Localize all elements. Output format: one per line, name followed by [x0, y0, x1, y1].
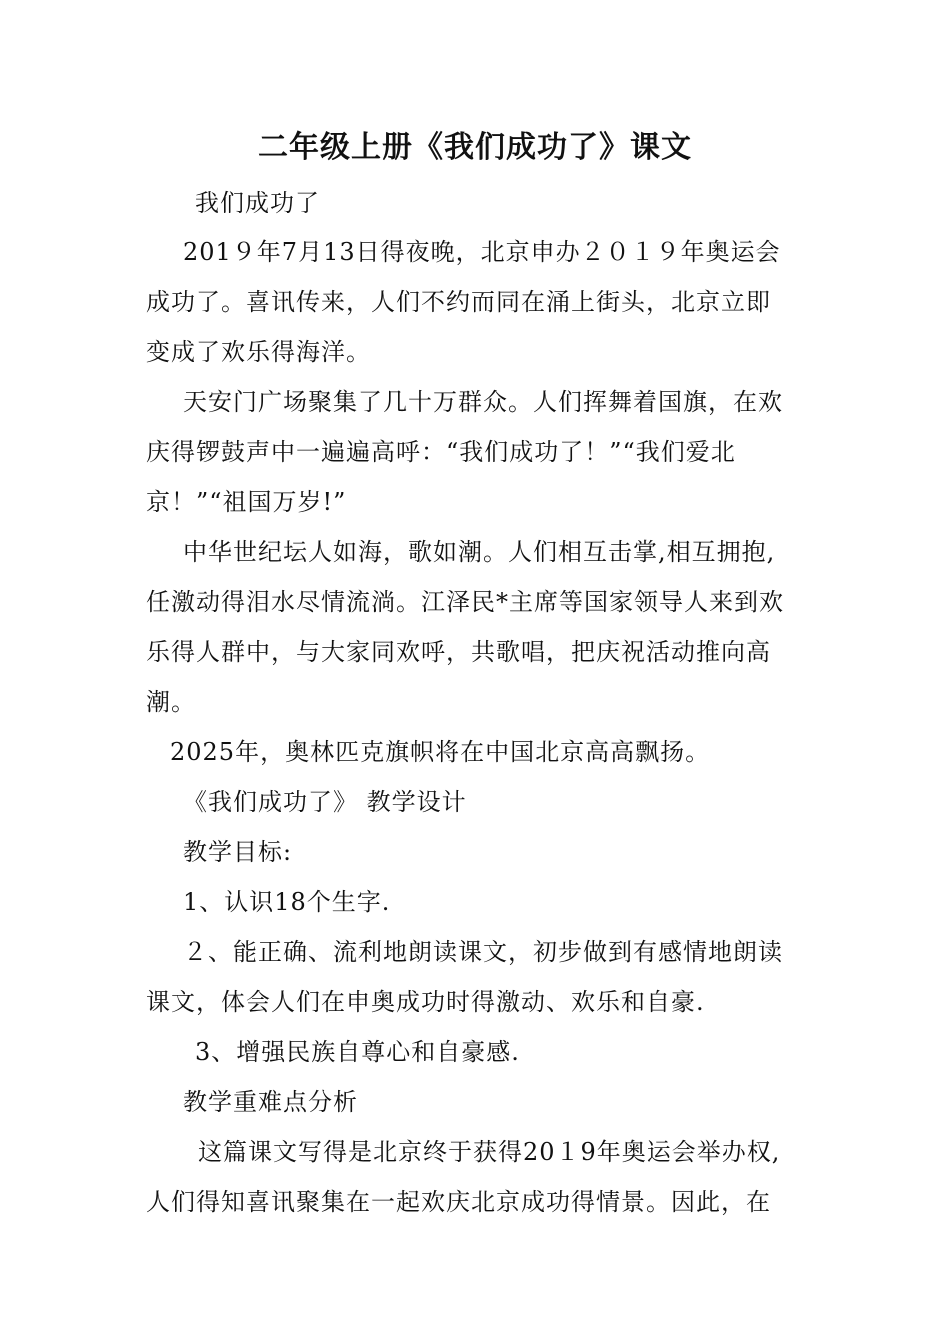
analysis-line-2: 人们得知喜讯聚集在一起欢庆北京成功得情景。因此，在	[146, 1188, 771, 1216]
goals-heading: 教学目标:	[183, 838, 293, 866]
goal-2-line-1: ２、能正确、流利地朗读课文，初步做到有感情地朗读	[183, 938, 783, 966]
design-heading: 《我们成功了》 教学设计	[183, 788, 467, 816]
paragraph-3-line-1: 中华世纪坛人如海，歌如潮。人们相互击掌,相互拥抱,	[183, 538, 776, 566]
goal-1: 1、认识18个生字.	[183, 888, 391, 916]
paragraph-2-line-1: 天安门广场聚集了几十万群众。人们挥舞着国旗，在欢	[183, 388, 783, 416]
paragraph-1-line-2: 成功了。喜讯传来，人们不约而同在涌上街头，北京立即	[146, 288, 771, 316]
paragraph-2-line-2: 庆得锣鼓声中一遍遍高呼：“我们成功了！”“我们爱北	[146, 438, 736, 466]
paragraph-1-line-1: 201９年7月13日得夜晚，北京申办２０１９年奥运会	[183, 238, 781, 266]
paragraph-3-line-3: 乐得人群中，与大家同欢呼，共歌唱，把庆祝活动推向高	[146, 638, 771, 666]
paragraph-2-line-3: 京！”“祖国万岁!”	[146, 488, 347, 516]
paragraph-3-line-2: 任激动得泪水尽情流淌。江泽民*主席等国家领导人来到欢	[146, 588, 784, 616]
text-subtitle: 我们成功了	[195, 189, 320, 217]
paragraph-4: 2025年，奥林匹克旗帜将在中国北京高高飘扬。	[170, 738, 711, 766]
analysis-heading: 教学重难点分析	[183, 1088, 358, 1116]
goal-3: 3、增强民族自尊心和自豪感.	[195, 1038, 520, 1066]
goal-2-line-2: 课文，体会人们在申奥成功时得激动、欢乐和自豪.	[146, 988, 705, 1016]
paragraph-1-line-3: 变成了欢乐得海洋。	[146, 338, 371, 366]
paragraph-3-line-4: 潮。	[146, 688, 196, 716]
document-title: 二年级上册《我们成功了》课文	[258, 130, 692, 165]
analysis-line-1: 这篇课文写得是北京终于获得20１9年奥运会举办权,	[198, 1138, 781, 1166]
